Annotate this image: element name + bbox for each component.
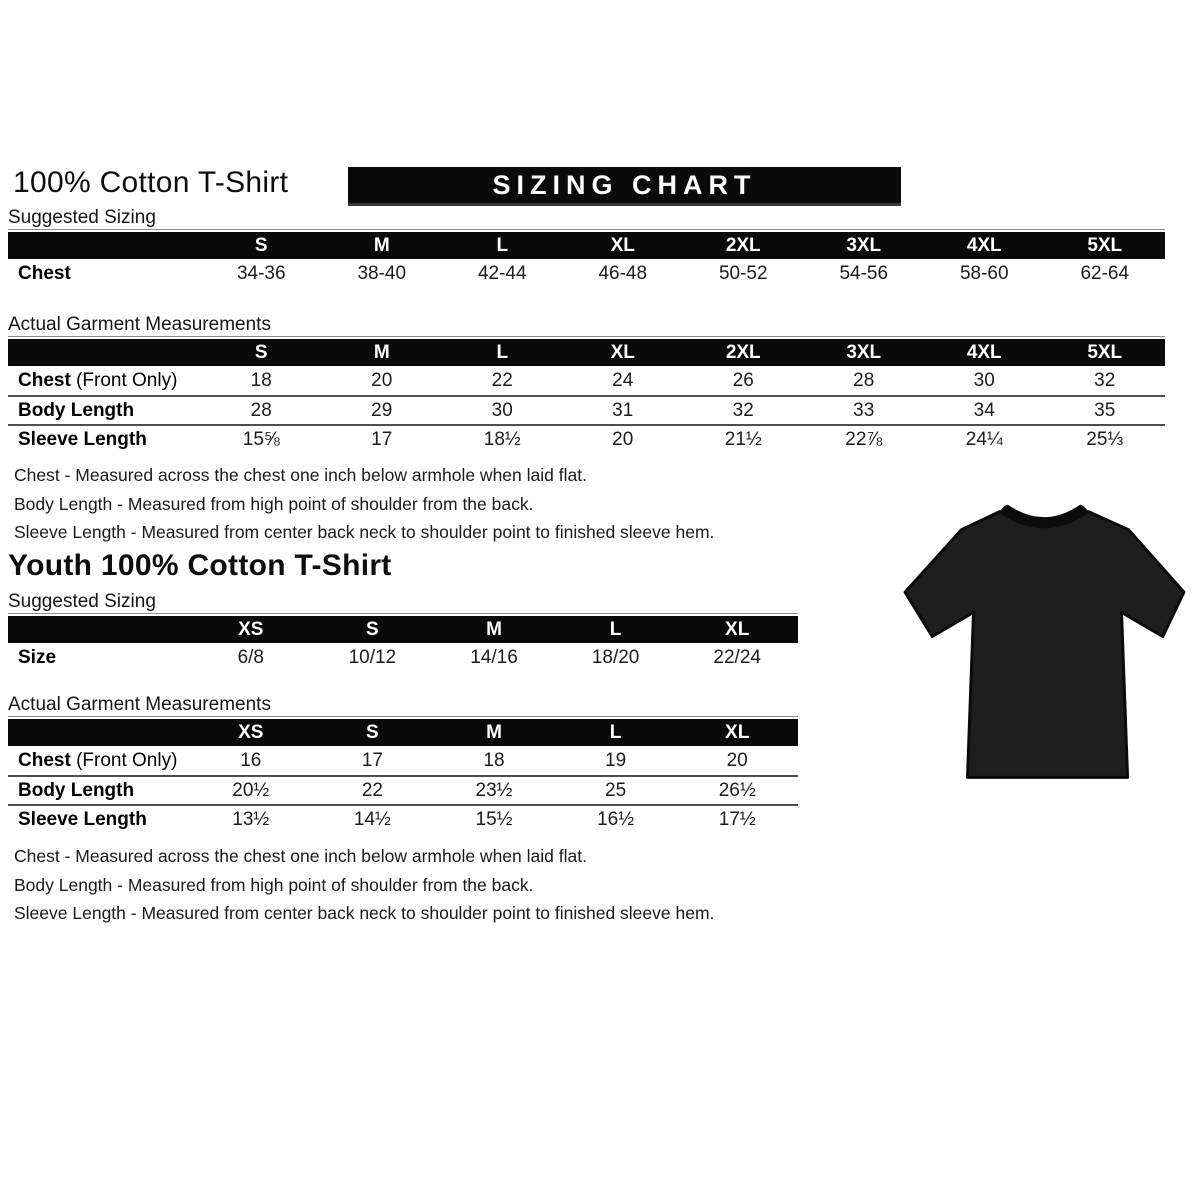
adult-section-title: 100% Cotton T-Shirt bbox=[13, 166, 289, 199]
cell-value: 18 bbox=[250, 369, 272, 391]
column-header: M bbox=[486, 721, 502, 743]
cell-value: 17 bbox=[371, 428, 393, 450]
note-line: Chest - Measured across the chest one inch below armhole when laid flat. bbox=[14, 465, 587, 485]
cell-value: 33 bbox=[853, 399, 875, 421]
cell-value: 18 bbox=[483, 749, 505, 771]
cell-value: 29 bbox=[371, 399, 393, 421]
youth-actual-measurements-table bbox=[8, 716, 798, 833]
cell-value: 20½ bbox=[232, 779, 270, 801]
cell-value: 54-56 bbox=[839, 262, 889, 284]
cell-value: 32 bbox=[732, 399, 754, 421]
cell-value: 26½ bbox=[718, 779, 756, 801]
cell-value: 13½ bbox=[232, 808, 270, 830]
cell-value: 19 bbox=[605, 749, 627, 771]
column-header: S bbox=[254, 234, 268, 256]
cell-value: 18/20 bbox=[591, 646, 640, 668]
cell-value: 25⅓ bbox=[1086, 428, 1124, 450]
cell-value: 14½ bbox=[353, 808, 391, 830]
cell-value: 32 bbox=[1094, 369, 1116, 391]
tshirt-body-shape bbox=[905, 512, 1184, 778]
cell-value: 18½ bbox=[483, 428, 521, 450]
column-header: L bbox=[609, 721, 622, 743]
row-label: Body Length bbox=[18, 779, 135, 801]
column-header: S bbox=[254, 341, 268, 363]
table-row bbox=[8, 259, 1165, 288]
cell-value: 46-48 bbox=[598, 262, 648, 284]
row-label: Size bbox=[18, 646, 57, 668]
column-header: XL bbox=[725, 618, 750, 640]
cell-value: 62-64 bbox=[1080, 262, 1130, 284]
cell-value: 42-44 bbox=[477, 262, 527, 284]
column-header: 2XL bbox=[725, 341, 761, 363]
column-header: 4XL bbox=[966, 341, 1002, 363]
cell-value: 20 bbox=[371, 369, 393, 391]
cell-value: 34-36 bbox=[236, 262, 286, 284]
cell-value: 22 bbox=[361, 779, 383, 801]
cell-value: 31 bbox=[612, 399, 634, 421]
adult-actual-measurements-table bbox=[8, 336, 1165, 453]
cell-value: 15⅝ bbox=[242, 428, 280, 450]
column-header: S bbox=[366, 618, 379, 640]
cell-value: 24¼ bbox=[965, 428, 1003, 450]
cell-value: 28 bbox=[853, 369, 875, 391]
row-label: Body Length bbox=[18, 399, 135, 421]
cell-value: 10/12 bbox=[348, 646, 397, 668]
note-line: Sleeve Length - Measured from center back neck to shoulder point to finished sleeve hem. bbox=[14, 522, 715, 542]
cell-value: 38-40 bbox=[357, 262, 407, 284]
adult-actual-measurements-label: Actual Garment Measurements bbox=[8, 314, 271, 335]
cell-value: 22/24 bbox=[713, 646, 761, 668]
adult-measurement-notes bbox=[14, 461, 714, 547]
column-header: XS bbox=[238, 618, 264, 640]
column-header: 3XL bbox=[846, 234, 882, 256]
cell-value: 16 bbox=[240, 749, 262, 771]
table-row bbox=[8, 366, 1165, 395]
cell-value: 17 bbox=[361, 749, 383, 771]
youth-actual-measurements-label: Actual Garment Measurements bbox=[8, 694, 271, 715]
youth-measurement-notes bbox=[14, 842, 714, 928]
sizing-chart-banner bbox=[348, 167, 901, 206]
sizing-chart-banner-label: SIZING CHART bbox=[492, 169, 757, 200]
cell-value: 50-52 bbox=[718, 262, 768, 284]
table-header-row bbox=[8, 719, 798, 746]
cell-value: 25 bbox=[605, 779, 627, 801]
note-line: Chest - Measured across the chest one inch below armhole when laid flat. bbox=[14, 846, 587, 866]
row-label: Chest (Front Only) bbox=[18, 369, 178, 391]
table-row bbox=[8, 804, 798, 833]
column-header: 4XL bbox=[966, 234, 1002, 256]
cell-value: 23½ bbox=[475, 779, 513, 801]
cell-value: 15½ bbox=[475, 808, 513, 830]
table-row bbox=[8, 395, 1165, 424]
table-header-row bbox=[8, 616, 798, 643]
table-row bbox=[8, 643, 798, 672]
cell-value: 16½ bbox=[597, 808, 635, 830]
cell-value: 58-60 bbox=[959, 262, 1009, 284]
cell-value: 6/8 bbox=[237, 646, 264, 668]
cell-value: 22 bbox=[491, 369, 513, 391]
cell-value: 21½ bbox=[724, 428, 762, 450]
cell-value: 22⅞ bbox=[845, 428, 883, 450]
youth-section-title: Youth 100% Cotton T-Shirt bbox=[8, 549, 392, 582]
youth-suggested-sizing-label: Suggested Sizing bbox=[8, 591, 156, 612]
cell-value: 20 bbox=[726, 749, 748, 771]
cell-value: 30 bbox=[491, 399, 513, 421]
column-header: L bbox=[496, 234, 509, 256]
cell-value: 28 bbox=[250, 399, 272, 421]
column-header: 5XL bbox=[1087, 234, 1123, 256]
cell-value: 14/16 bbox=[470, 646, 518, 668]
column-header: XL bbox=[610, 341, 635, 363]
column-header: M bbox=[486, 618, 502, 640]
table-row bbox=[8, 775, 798, 804]
adult-suggested-sizing-label: Suggested Sizing bbox=[8, 207, 156, 228]
cell-value: 34 bbox=[973, 399, 995, 421]
cell-value: 26 bbox=[732, 369, 754, 391]
cell-value: 35 bbox=[1094, 399, 1116, 421]
column-header: S bbox=[366, 721, 379, 743]
note-line: Sleeve Length - Measured from center back neck to shoulder point to finished sleeve hem. bbox=[14, 903, 715, 923]
row-label: Sleeve Length bbox=[18, 428, 147, 450]
column-header: L bbox=[496, 341, 509, 363]
black-tshirt-image bbox=[893, 485, 1195, 803]
cell-value: 24 bbox=[612, 369, 634, 391]
column-header: XL bbox=[725, 721, 750, 743]
note-line: Body Length - Measured from high point of shoulder from the back. bbox=[14, 874, 534, 895]
adult-suggested-sizing-table bbox=[8, 229, 1165, 288]
column-header: 2XL bbox=[725, 234, 761, 256]
column-header: XL bbox=[610, 234, 635, 256]
cell-value: 20 bbox=[612, 428, 634, 450]
table-header-row bbox=[8, 339, 1165, 366]
row-label: Sleeve Length bbox=[18, 808, 147, 830]
column-header: XS bbox=[238, 721, 264, 743]
column-header: L bbox=[609, 618, 622, 640]
column-header: M bbox=[373, 234, 390, 256]
note-line: Body Length - Measured from high point of shoulder from the back. bbox=[14, 493, 534, 514]
column-header: 3XL bbox=[846, 341, 882, 363]
cell-value: 30 bbox=[973, 369, 995, 391]
table-header-row bbox=[8, 232, 1165, 259]
table-row bbox=[8, 746, 798, 775]
youth-suggested-sizing-table bbox=[8, 613, 798, 672]
table-row bbox=[8, 424, 1165, 453]
cell-value: 17½ bbox=[718, 808, 756, 830]
row-label: Chest (Front Only) bbox=[18, 749, 178, 771]
row-label: Chest bbox=[18, 262, 71, 284]
column-header: M bbox=[373, 341, 390, 363]
column-header: 5XL bbox=[1087, 341, 1123, 363]
